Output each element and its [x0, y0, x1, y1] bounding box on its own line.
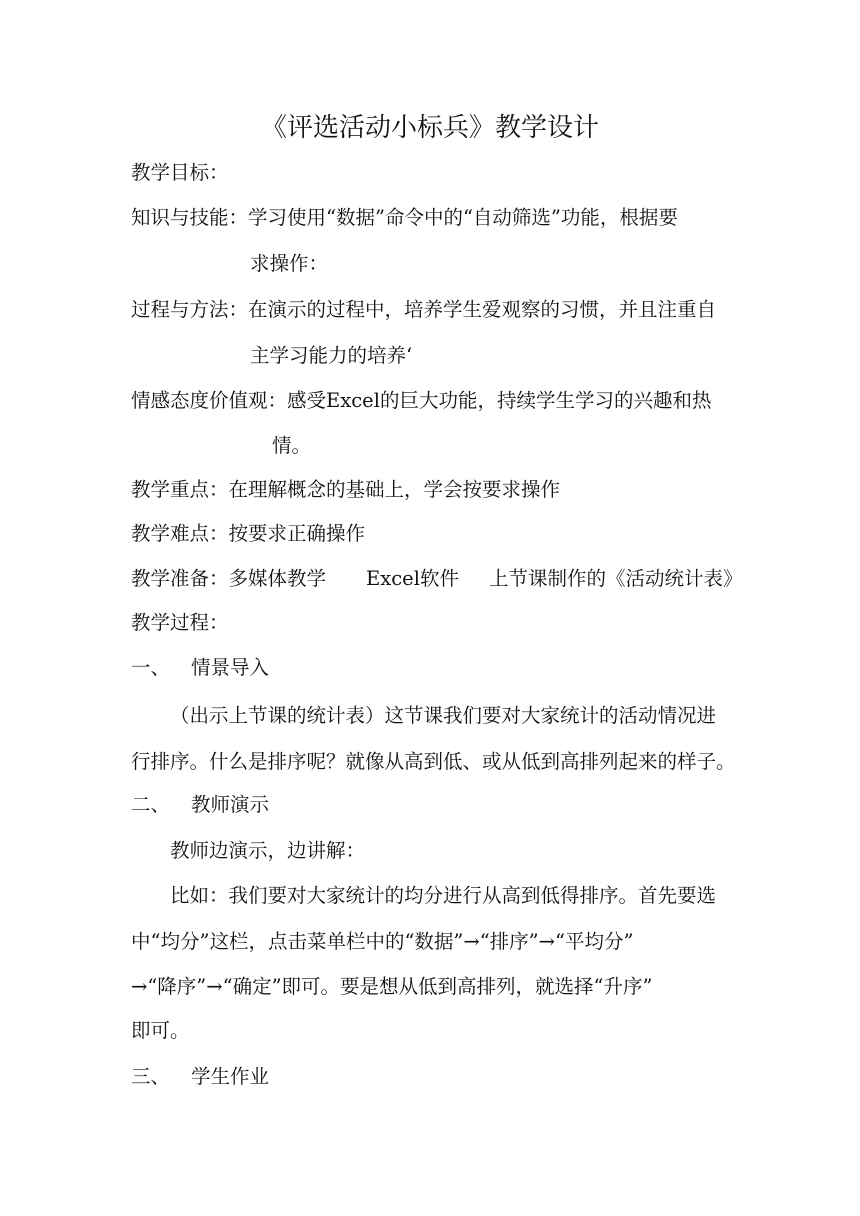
process-method-line: [131, 297, 716, 323]
section-3-title: 学生作业: [191, 1065, 270, 1088]
knowledge-text-1: 学习使用“数据”命令中的“自动筛选”功能，根据要: [248, 206, 678, 229]
section-1-paragraph-line-1: （出示上节课的统计表）这节课我们要对大家统计的活动情况进: [170, 704, 717, 727]
section-3-number: 三、: [131, 1065, 171, 1088]
section-1-heading: [131, 655, 269, 681]
section-1-number: 一、: [131, 656, 171, 679]
section-1-paragraph-line-2: 行排序。什么是排序呢？就像从高到低、或从低到高排列起来的样子。: [131, 750, 736, 773]
difficulty: 教学难点：按要求正确操作: [131, 522, 366, 545]
emotion-values-line: [131, 388, 711, 414]
section-2-paragraph-line-4: 即可。: [131, 1019, 190, 1042]
prep-item-excel: Excel软件: [366, 567, 459, 590]
key-point: 教学重点：在理解概念的基础上，学会按要求操作: [131, 478, 561, 501]
section-2-heading: [131, 792, 269, 818]
preparation-line: [131, 566, 742, 592]
section-2-number: 二、: [131, 793, 171, 816]
section-3-heading: [131, 1064, 269, 1090]
section-2-paragraph-line-3: →“降序”→“确定”即可。要是想从低到高排列，就选择“升序”: [131, 975, 653, 998]
emotion-text-1: 感受Excel的巨大功能，持续学生学习的兴趣和热: [287, 389, 712, 412]
knowledge-skills-line: [131, 205, 678, 231]
process-heading: 教学过程：: [131, 611, 229, 634]
emotion-text-2: 情。: [272, 434, 312, 457]
knowledge-text-2: 求操作：: [250, 252, 329, 275]
section-1-title: 情景导入: [191, 656, 270, 679]
section-2-title: 教师演示: [191, 793, 270, 816]
process-text-1: 在演示的过程中，培养学生爱观察的习惯，并且注重自: [248, 298, 717, 321]
prep-label: 教学准备：: [131, 567, 229, 590]
emotion-label: 情感态度价值观：: [131, 389, 288, 412]
prep-item-table: 上节课制作的《活动统计表》: [488, 567, 743, 590]
prep-item-multimedia: 多媒体教学: [228, 567, 327, 590]
section-2-intro: 教师边演示，边讲解：: [170, 839, 366, 862]
knowledge-label: 知识与技能：: [131, 206, 249, 229]
section-2-paragraph-line-1: 比如：我们要对大家统计的均分进行从高到低得排序。首先要选: [170, 884, 717, 907]
section-2-paragraph-line-2: 中“均分”这栏，点击菜单栏中的“数据”→“排序”→“平均分”: [131, 930, 634, 953]
process-text-2: 主学习能力的培养‘: [250, 344, 413, 367]
objectives-heading: 教学目标：: [131, 161, 229, 184]
process-label: 过程与方法：: [131, 298, 249, 321]
document-title: 《评选活动小标兵》教学设计: [260, 113, 599, 143]
